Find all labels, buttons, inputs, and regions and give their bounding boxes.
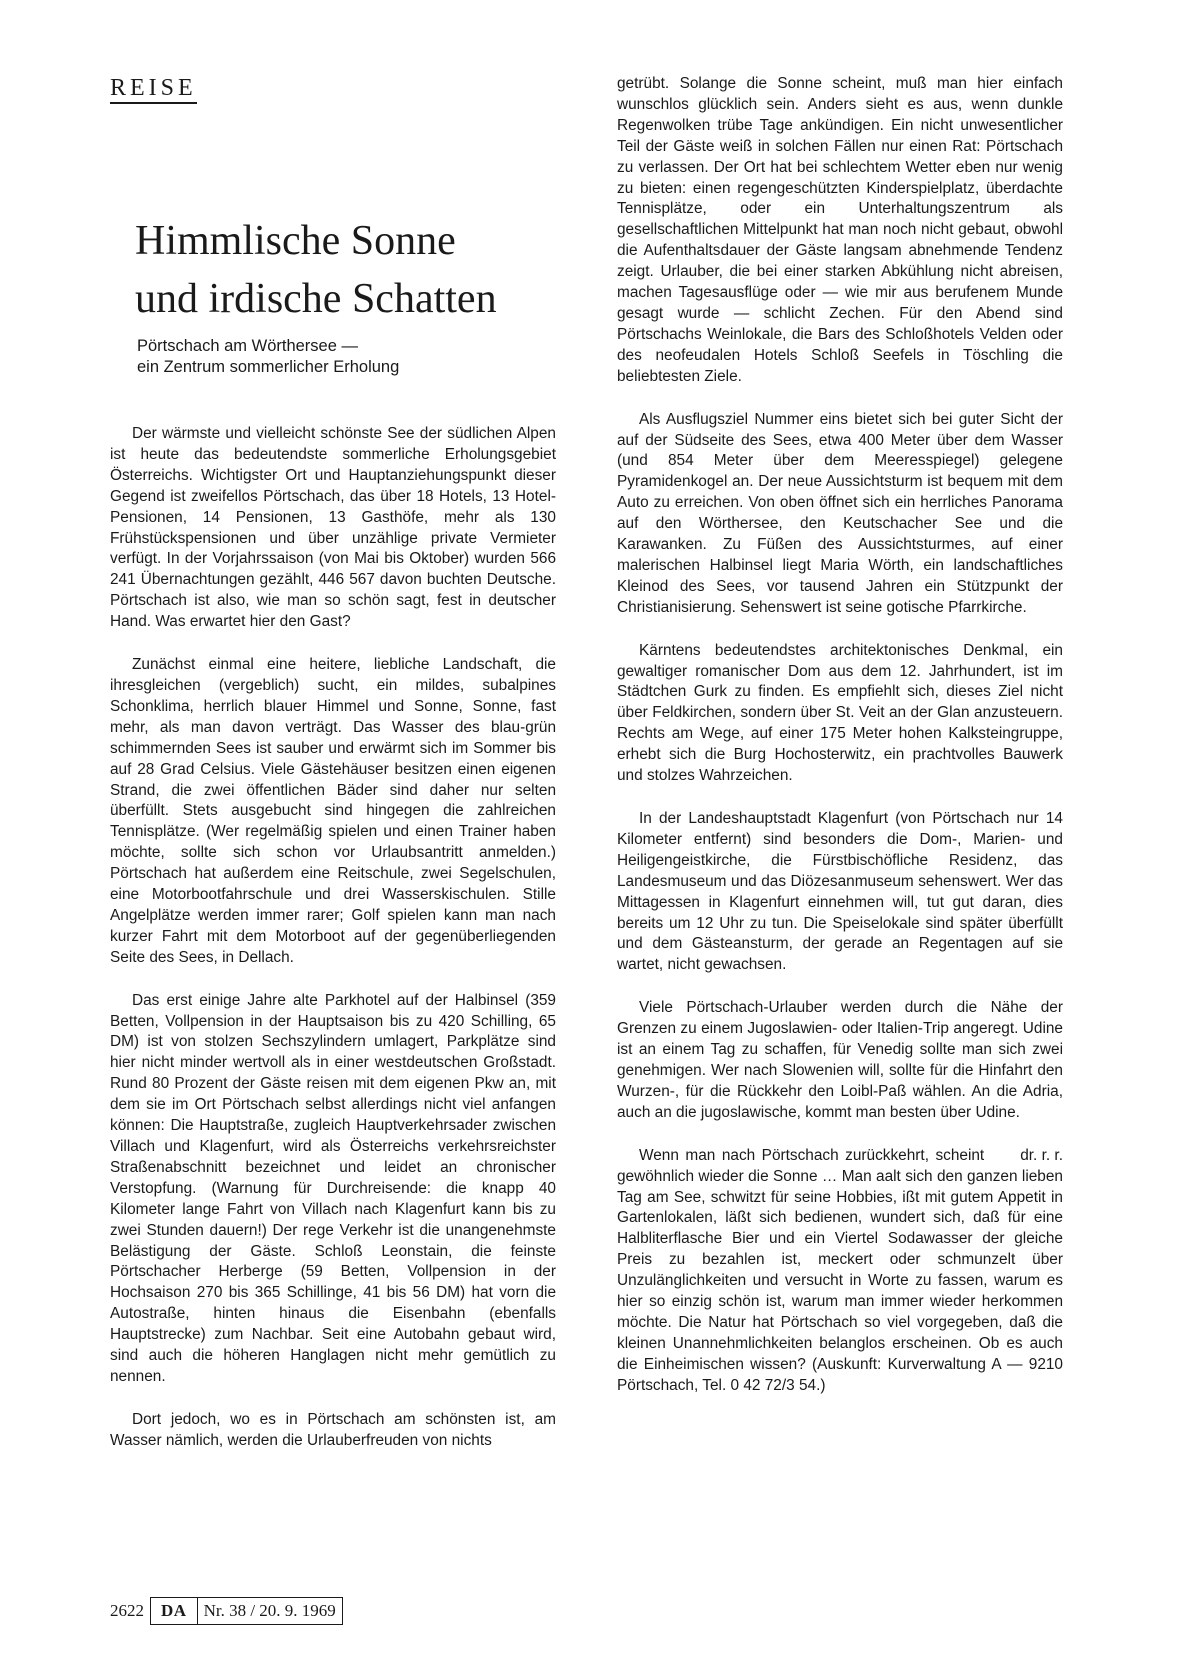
issue-box bbox=[150, 1597, 343, 1625]
article-column-right bbox=[617, 74, 1063, 1419]
paragraph: Kärntens bedeutendstes architektonisches Denkmal, ein gewaltiger romanischer Dom aus dem 12. Jahrhundert, ist im Städtchen Gurk zu finden. Es empfiehlt sich, dieses Ziel nicht über Feldkirchen, sondern über St. Veit an der Glan anzusteuern. Rechts am Wege, auf einer 175 Meter hohen Kalksteingruppe, erhebt sich die Burg Hochosterwitz, ein prachtvolles Bauwerk und stolzes Wahrzeichen. bbox=[617, 641, 1063, 785]
paragraph-last-text: Wenn man nach Pörtschach zurückkehrt, scheint gewöhnlich wieder die Sonne … Man aalt sich den ganzen lieben Tag am See, schwitzt für seine Hobbies, ißt mit gutem Appetit in Gartenlokalen, läßt sich bedienen, wundert sich, daß für eine Halbliterflasche Bier und ein Viertel Sodawasser der gleiche Preis zu bezahlen ist, meckert oder schmunzelt über Unzulänglichkeiten und versucht in Worte zu fassen, warum es hier so einzig schön ist, warum man immer wieder herkommen möchte. Die Natur hat Pörtschach so viel vorgegeben, daß die kleinen Unannehmlichkeiten belanglos erscheinen. Ob es auch die Einheimischen wissen? (Auskunft: Kurverwaltung A — 9210 Pörtschach, Tel. 0 42 72/3 54.) bbox=[617, 1146, 1063, 1394]
author-signature: dr. r. r. bbox=[1020, 1146, 1063, 1164]
page-number: 2622 bbox=[110, 1601, 144, 1620]
paragraph: Der wärmste und vielleicht schönste See der südlichen Alpen ist heute das bedeutendste sommerliche Erholungsgebiet Österreichs. Wichtigster Ort und Hauptanziehungspunkt dieser Gegend ist zweifellos Pörtschach, das über 18 Hotels, 13 Hotel-Pensionen, 14 Pensionen, 13 Gasthöfe, mehr als 130 Frühstückspensionen und über unzählige private Vermieter verfügt. In der Vorjahrssaison (von Mai bis Oktober) wurden 566 241 Übernachtungen gezählt, 446 567 davon buchten Deutsche. Pörtschach ist also, wie man so schön sagt, fest in deutscher Hand. Was erwartet hier den Gast? bbox=[110, 425, 556, 631]
paragraph: Dort jedoch, wo es in Pörtschach am schönsten ist, am Wasser nämlich, werden die Urlauberfreuden von nichts bbox=[110, 1410, 556, 1449]
headline-line-2: und irdische Schatten bbox=[135, 276, 497, 322]
article-headline bbox=[135, 212, 595, 328]
paragraph: getrübt. Solange die Sonne scheint, muß man hier einfach wunschlos glücklich sein. Anders sieht es aus, wenn dunkle Regenwolken trübe Tage ankündigen. Ein nicht unwesentlicher Teil der Gäste weiß in solchen Fällen nur einen Rat: Pörtschach zu verlassen. Der Ort hat bei schlechtem Wetter eben nur wenig zu bieten: einen regengeschützten Kinderspielplatz, überdachte Tennisplätze, oder ein Unterhaltungszentrum als gesellschaftlichen Mittelpunkt hat man noch nicht gebaut, obwohl die Aufenthaltsdauer der Gäste langsam abnehmende Tendenz zeigt. Urlauber, die bei einer starken Abkühlung nicht abreisen, machen Tagesausflüge oder — wie mir aus berufenem Munde gesagt wurde — schlicht Zechen. Für den Abend sind Pörtschachs Weinlokale, die Bars des Schloßhotels Velden oder des neofeudalen Hotels Schloß Seefels in Töschling die beliebtesten Ziele. bbox=[617, 75, 1063, 385]
paragraph-last bbox=[617, 1146, 1063, 1397]
page-footer bbox=[110, 1597, 343, 1625]
paragraph: Als Ausflugsziel Nummer eins bietet sich bei guter Sicht der auf der Südseite des Sees, etwa 400 Meter über dem Wasser (und 854 Meter über dem Meeresspiegel) gelegene Pyramidenkogel an. Der neue Aussichtsturm ist bequem mit dem Auto zu erreichen. Von oben öffnet sich ein herrliches Panorama auf den Wörthersee, den Keutschacher See und die Karawanken. Zu Füßen des Aussichtsturmes, auf einer malerischen Halbinsel liegt Maria Wörth, ein landschaftliches Kleinod des Sees, vor tausend Jahren ein Stützpunkt der Christianisierung. Sehenswert ist seine gotische Pfarrkirche. bbox=[617, 410, 1063, 616]
paragraph: Zunächst einmal eine heitere, liebliche Landschaft, die ihresgleichen (vergeblich) sucht, ein mildes, subalpines Schonklima, herrlich blauer Himmel und Sonne, Sonne, fast mehr, als man davon verträgt. Das Wasser des blau-grün schimmernden Sees ist sauber und erwärmt sich im Sommer bis auf 28 Grad Celsius. Viele Gästehäuser besitzen einen eigenen Strand, die zwei öffentlichen Bäder sind daher nur selten überfüllt. Stets ausgebucht sind hingegen die zahlreichen Tennisplätze. (Wer regelmäßig spielen und einen Trainer haben möchte, sollte sich schon vor Urlaubsantritt anmelden.) Pörtschach hat außerdem eine Reitschule, zwei Segelschulen, eine Motorbootfahrschule und drei Wasserskischulen. Stille Angelplätze werden immer rarer; Golf spielen kann man nach kurzer Fahrt mit dem Motorboot auf der gegenüberliegenden Seite des Sees, in Dellach. bbox=[110, 656, 556, 966]
article-column-left bbox=[110, 424, 556, 1474]
paragraph: Viele Pörtschach-Urlauber werden durch die Nähe der Grenzen zu einem Jugoslawien- oder Italien-Trip angeregt. Udine ist an einem Tag zu schaffen, für Venedig sollte man sich zwei genehmigen. Wer nach Slowenien will, sollte für die Hinfahrt den Wurzen-, für die Rückkehr den Loibl-Paß wählen. An die Adria, auch an die jugoslawische, kommt man besten über Udine. bbox=[617, 999, 1063, 1121]
subtitle-line-2: ein Zentrum sommerlicher Erholung bbox=[137, 358, 400, 376]
issue-info: Nr. 38 / 20. 9. 1969 bbox=[203, 1601, 336, 1620]
article-subtitle bbox=[137, 336, 557, 378]
publication-logo: DA bbox=[151, 1598, 198, 1624]
section-label: REISE bbox=[110, 76, 197, 104]
headline-line-1: Himmlische Sonne bbox=[135, 218, 456, 264]
subtitle-line-1: Pörtschach am Wörthersee — bbox=[137, 337, 358, 355]
paragraph: Das erst einige Jahre alte Parkhotel auf der Halbinsel (359 Betten, Vollpension in der Hauptsaison bis zu 420 Schilling, 65 DM) ist von stolzen Sechszylindern umlagert, Parkplätze sind hier nicht minder wertvoll als in einer westdeutschen Großstadt. Rund 80 Prozent der Gäste reisen mit dem eigenen Pkw an, mit dem sie im Ort Pörtschach selbst allerdings nicht viel anfangen können: Die Hauptstraße, zugleich Hauptverkehrsader zwischen Villach und Klagenfurt, wird als Österreichs verkehrsreichster Straßenabschnitt bezeichnet und leidet an chronischer Verstopfung. (Warnung für Durchreisende: die knapp 40 Kilometer lange Fahrt von Villach nach Klagenfurt kann bis zu zwei Stunden dauern!) Der rege Verkehr ist die unangenehmste Belästigung der Gäste. Schloß Leonstain, die feinste Pörtschacher Herberge (59 Betten, Vollpension in der Hochsaison 270 bis 365 Schillinge, 41 bis 56 DM) hat vorn die Autostraße, hinten hinaus die Eisenbahn (ebenfalls Hauptstrecke) zum Nachbar. Seit eine Autobahn gebaut wird, sind auch die höheren Hanglagen nicht mehr gemütlich zu nennen. bbox=[110, 991, 556, 1385]
paragraph: In der Landeshauptstadt Klagenfurt (von Pörtschach nur 14 Kilometer entfernt) sind besonders die Dom-, Marien- und Heiligengeistkirche, die Fürstbischöfliche Residenz, das Landesmuseum und das Diözesanmuseum sehenswert. Wer das Mittagessen in Klagenfurt einnehmen will, tut gut daran, dies bereits um 12 Uhr zu tun. Die Speiselokale sind später überfüllt und dem Gästeansturm, der gerade an Regentagen auf sie wartet, nicht gewachsen. bbox=[617, 810, 1063, 974]
